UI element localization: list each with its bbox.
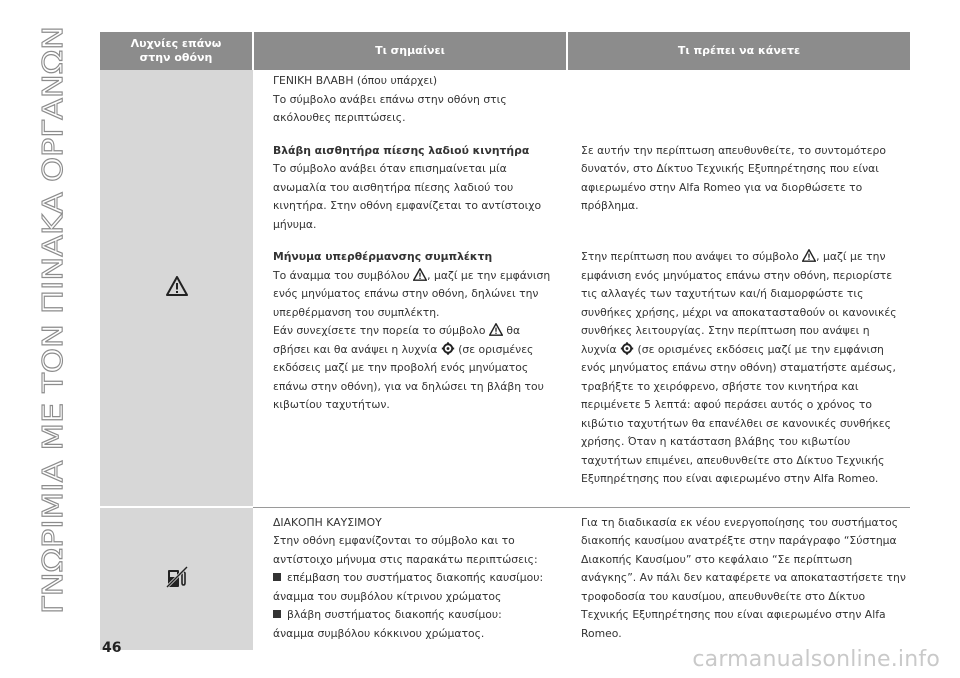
list-item	[273, 569, 559, 588]
fuel-cutoff-icon-cell	[100, 507, 253, 651]
bullet-square-icon	[273, 610, 281, 618]
oil-sensor-text: Το σύμβολο ανάβει όταν επισημαίνεται μία ανωμαλία του αισθητήρα πίεσης λαδιού του κινητήρα. Στην οθόνη εμφανίζεται το αντίστοιχο μήνυμα.	[273, 162, 542, 231]
clutch-text-part5: (σε ορισμένες εκδόσεις μαζί με την προβολή ενός μηνύματος επάνω στην οθόνη), για να δηλώσει τη βλάβη του κιβωτίου ταχυτήτων.	[273, 342, 544, 411]
clutch-text-part4: θα σβήσει και θα ανάψει η λυχνία	[273, 324, 521, 356]
clutch-text-part3: Εάν συνεχίσετε την πορεία το σύμβολο	[273, 324, 489, 337]
clutch-action-part3: (σε ορισμένες εκδόσεις μαζί με την εμφάνιση ενός μηνύματος επάνω στην οθόνη) σταματήστε αμέσως, τραβήξτε το χειρόφρενο, σβήστε τον κινητήρα και περιμένετε 5 λεπτά: αφού περάσει αυτός ο χρόνος το κιβώτιο ταχυτήτων θα επανέλθει σε κανονικές συνθήκες χρήσης. Όταν η κατάσταση βλάβης του κιβωτίου ταχυτήτων επιμένει, απευθυνθείτε στο Δίκτυο Τεχνικής Εξυπηρέτησης που είναι αφιερωμένο στην Alfa Romeo.	[581, 342, 896, 485]
clutch-overheat-title: Μήνυμα υπερθέρμανσης συμπλέκτη	[273, 250, 493, 263]
watermark: carmanualsonline.info	[692, 647, 940, 672]
fuel-bullet1-a: επέμβαση του συστήματος διακοπής καυσίμου:	[287, 571, 544, 584]
fuel-cutoff-icon	[166, 565, 188, 589]
fuel-bullet2-b: άναμμα συμβόλου κόκκινου χρώματος.	[273, 626, 485, 640]
warning-triangle-icon	[166, 276, 188, 296]
clutch-overheat-action	[567, 242, 910, 507]
fuel-cutoff-meaning	[253, 507, 567, 651]
general-fault-action	[567, 70, 910, 136]
oil-sensor-meaning	[253, 136, 567, 243]
header-lights-line1: Λυχνίες επάνω	[130, 37, 222, 50]
fuel-cutoff-action: Για τη διαδικασία εκ νέου ενεργοποίησης του συστήματος διακοπής καυσίμου ανατρέξτε στην παράγραφο “Σύστημα Διακοπής Καυσίμου” στο κεφάλαιο “Σε περίπτωση ανάγκης”. Αν πάλι δεν καταφέρετε να αποκαταστήσετε την τροφοδοσία του καυσίμου, απευθυνθείτε στο Δίκτυο Τεχνικής Εξυπηρέτησης που είναι αφιερωμένο στην Alfa Romeo.	[567, 507, 910, 651]
table-header-row	[100, 32, 910, 70]
oil-sensor-action: Σε αυτήν την περίπτωση απευθυνθείτε, το συντομότερο δυνατόν, στο Δίκτυο Τεχνικής Εξυπηρέτησης που είναι αφιερωμένο στην Alfa Romeo για να διορθώσετε το πρόβλημα.	[581, 143, 886, 212]
chapter-side-title	[26, 14, 70, 634]
bullet-square-icon	[273, 573, 281, 581]
page-number: 46	[102, 640, 122, 656]
clutch-action-part1: Στην περίπτωση που ανάψει το σύμβολο	[581, 250, 803, 263]
fuel-bullet1-b: άναμμα του συμβόλου κίτρινου χρώματος	[273, 589, 502, 603]
fuel-bullet2-a: βλάβη συστήματος διακοπής καυσίμου:	[287, 608, 502, 621]
clutch-action-part2: , μαζί με την εμφάνιση ενός μηνύματος επάνω στην οθόνη, περιορίστε τις αλλαγές των ταχυτήτων και/ή διαμορφώστε τις συνθήκες χρήσης, μέχρι να αποκατασταθούν οι κανονικές συνθήκες λειτουργίας. Στην περίπτωση που ανάψει η λυχνία	[581, 250, 897, 356]
general-fault-icon-cell	[100, 70, 253, 507]
fuel-cutoff-title: ΔΙΑΚΟΠΗ ΚΑΥΣΙΜΟΥ	[273, 515, 382, 529]
clutch-text-part1: Το άναμμα του συμβόλου	[273, 268, 414, 282]
fuel-cutoff-text: Στην οθόνη εμφανίζονται το σύμβολο και το αντίστοιχο μήνυμα στις παρακάτω περιπτώσεις:	[273, 534, 538, 566]
warning-lights-table	[100, 32, 910, 652]
gearbox-fault-icon	[620, 342, 634, 355]
table-row	[100, 70, 910, 136]
clutch-overheat-meaning	[253, 242, 567, 507]
oil-sensor-title: Βλάβη αισθητήρα πίεσης λαδιού κινητήρα	[273, 143, 530, 157]
warning-triangle-icon	[802, 249, 816, 262]
general-fault-meaning	[253, 70, 567, 136]
header-lights	[100, 32, 253, 70]
warning-triangle-icon	[413, 268, 427, 281]
chapter-side-title-text: ΓΝΩΡΙΜΙΑ ΜΕ ΤΟΝ ΠΙΝΑΚΑ ΟΡΓΑΝΩΝ	[36, 97, 69, 614]
gearbox-fault-icon	[441, 342, 455, 355]
list-item	[273, 606, 559, 625]
general-fault-title: ΓΕΝΙΚΗ ΒΛΑΒΗ (όπου υπάρχει)	[273, 74, 438, 87]
general-fault-text: Το σύμβολο ανάβει επάνω στην οθόνη στις ακόλουθες περιπτώσεις.	[273, 92, 507, 124]
chapter-side-title-svg	[26, 14, 70, 634]
clutch-text-part2: , μαζί με την εμφάνιση ενός μηνύματος επάνω στην οθόνη, δηλώνει την υπερθέρμανση του συμπλέκτη.	[273, 268, 551, 319]
header-meaning: Τι σημαίνει	[253, 32, 567, 70]
table-row	[100, 507, 910, 651]
header-action: Τι πρέπει να κάνετε	[567, 32, 910, 70]
warning-triangle-icon	[489, 323, 503, 336]
header-lights-line2: στην οθόνη	[139, 51, 213, 64]
